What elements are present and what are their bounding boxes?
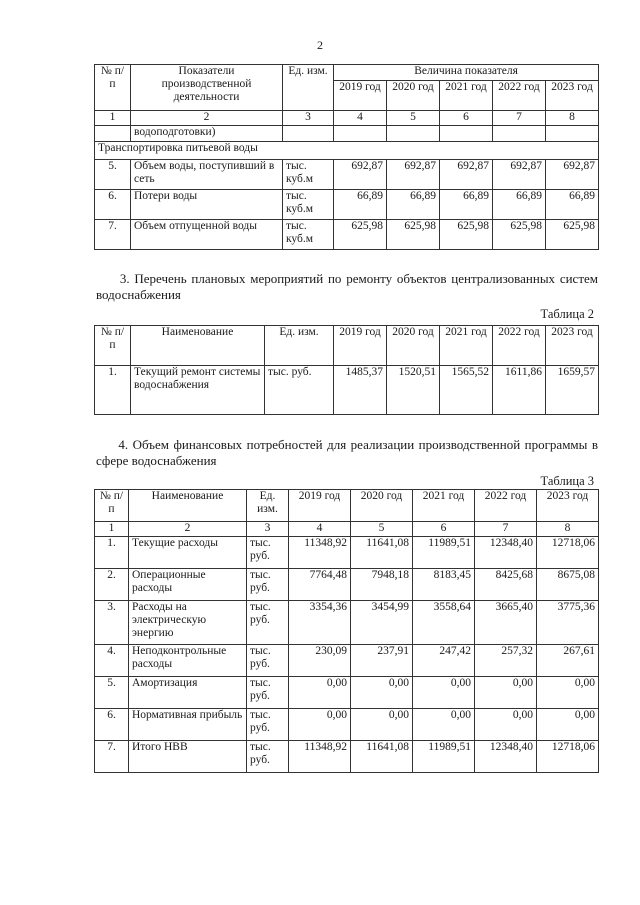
row-name: Объем воды, поступивший в сеть	[131, 160, 283, 190]
row-value: 230,09	[289, 645, 351, 677]
header-year: 2021 год	[413, 490, 475, 522]
index-cell: 1	[95, 522, 129, 537]
row-value: 1485,37	[334, 366, 387, 415]
row-num: 1.	[95, 366, 131, 415]
section-3-title	[96, 271, 598, 303]
row-unit: тыс. руб.	[247, 537, 289, 569]
index-cell: 2	[129, 522, 247, 537]
row-value: 0,00	[413, 709, 475, 741]
header-year: 2019 год	[289, 490, 351, 522]
row-name: Потери воды	[131, 190, 283, 220]
header-name: Показатели производственной деятельности	[131, 65, 283, 111]
row-value: 11641,08	[351, 537, 413, 569]
section-3-text: 3. Перечень плановых мероприятий по ремонту объектов централизованных систем водоснабжения	[96, 271, 598, 302]
row-unit: тыс. руб.	[247, 677, 289, 709]
section-4-title	[96, 437, 598, 469]
row-unit: тыс. руб.	[247, 741, 289, 773]
row-value: 7948,18	[351, 569, 413, 601]
continuation-row	[95, 126, 599, 142]
index-cell: 4	[289, 522, 351, 537]
row-value: 3354,36	[289, 601, 351, 645]
header-unit: Ед. изм.	[283, 65, 334, 111]
row-value: 66,89	[440, 190, 493, 220]
header-year: 2022 год	[493, 81, 546, 111]
row-value: 11641,08	[351, 741, 413, 773]
row-value: 625,98	[493, 220, 546, 250]
row-unit: тыс. руб.	[247, 645, 289, 677]
index-cell: 8	[537, 522, 599, 537]
row-value: 3454,99	[351, 601, 413, 645]
row-value: 3558,64	[413, 601, 475, 645]
index-cell: 5	[387, 111, 440, 126]
row-num: 3.	[95, 601, 129, 645]
index-cell: 7	[493, 111, 546, 126]
row-value: 8675,08	[537, 569, 599, 601]
row-num: 7.	[95, 741, 129, 773]
header-name: Наименование	[129, 490, 247, 522]
index-cell: 8	[546, 111, 599, 126]
header-year: 2021 год	[440, 81, 493, 111]
row-value: 257,32	[475, 645, 537, 677]
row-value: 237,91	[351, 645, 413, 677]
row-name: Нормативная прибыль	[129, 709, 247, 741]
row-unit: тыс. руб.	[247, 601, 289, 645]
table-2-caption: Таблица 2	[540, 307, 594, 321]
row-value: 0,00	[475, 709, 537, 741]
header-year: 2023 год	[546, 81, 599, 111]
row-value: 625,98	[334, 220, 387, 250]
index-cell: 3	[247, 522, 289, 537]
header-unit: Ед. изм.	[265, 326, 334, 366]
index-cell: 4	[334, 111, 387, 126]
index-cell: 6	[413, 522, 475, 537]
row-name: Амортизация	[129, 677, 247, 709]
table-row	[95, 366, 599, 415]
row-value: 1520,51	[387, 366, 440, 415]
section-row	[95, 142, 599, 160]
row-num: 5.	[95, 160, 131, 190]
row-name: Неподконтрольные расходы	[129, 645, 247, 677]
row-name: Расходы на электрическую энергию	[129, 601, 247, 645]
header-year: 2021 год	[440, 326, 493, 366]
row-value: 7764,48	[289, 569, 351, 601]
row-value: 3665,40	[475, 601, 537, 645]
row-name: Текущий ремонт системы водоснабжения	[131, 366, 265, 415]
table-row	[95, 537, 599, 569]
header-year: 2023 год	[537, 490, 599, 522]
table-row	[95, 645, 599, 677]
row-value: 12718,06	[537, 537, 599, 569]
row-value: 0,00	[351, 677, 413, 709]
section-4-text: 4. Объем финансовых потребностей для реализации производственной программы в сфере водоснабжения	[96, 437, 598, 468]
row-value: 8425,68	[475, 569, 537, 601]
header-year: 2023 год	[546, 326, 599, 366]
header-unit: Ед. изм.	[247, 490, 289, 522]
row-num: 1.	[95, 537, 129, 569]
production-indicators-table	[94, 64, 599, 250]
row-value: 12348,40	[475, 537, 537, 569]
row-value: 692,87	[334, 160, 387, 190]
row-value: 692,87	[546, 160, 599, 190]
row-value: 1659,57	[546, 366, 599, 415]
row-name: Текущие расходы	[129, 537, 247, 569]
row-value: 3775,36	[537, 601, 599, 645]
row-unit: тыс. руб.	[247, 709, 289, 741]
row-value: 692,87	[440, 160, 493, 190]
row-value: 1565,52	[440, 366, 493, 415]
table-row	[95, 569, 599, 601]
row-num: 6.	[95, 709, 129, 741]
index-row	[95, 111, 599, 126]
row-num: 6.	[95, 190, 131, 220]
row-unit: тыс. куб.м	[283, 190, 334, 220]
row-value: 0,00	[289, 709, 351, 741]
table-row	[95, 160, 599, 190]
row-value: 8183,45	[413, 569, 475, 601]
table-row	[95, 741, 599, 773]
row-value: 267,61	[537, 645, 599, 677]
row-name: Объем отпущенной воды	[131, 220, 283, 250]
section-title: Транспортировка питьевой воды	[95, 142, 599, 160]
table-row	[95, 220, 599, 250]
header-num: № п/п	[95, 326, 131, 366]
row-name: Операционные расходы	[129, 569, 247, 601]
row-unit: тыс. руб.	[247, 569, 289, 601]
table-row	[95, 190, 599, 220]
row-num: 4.	[95, 645, 129, 677]
header-group: Величина показателя	[334, 65, 599, 81]
row-unit: тыс. куб.м	[283, 160, 334, 190]
table-row	[95, 677, 599, 709]
header-year: 2022 год	[475, 490, 537, 522]
row-value: 66,89	[493, 190, 546, 220]
row-value: 0,00	[537, 709, 599, 741]
row-value: 0,00	[413, 677, 475, 709]
continuation-text: водоподготовки)	[131, 126, 283, 142]
index-cell: 7	[475, 522, 537, 537]
page-number: 2	[317, 38, 323, 52]
row-value: 625,98	[387, 220, 440, 250]
header-year: 2020 год	[387, 81, 440, 111]
row-value: 66,89	[387, 190, 440, 220]
row-value: 66,89	[546, 190, 599, 220]
header-year: 2019 год	[334, 326, 387, 366]
header-year: 2020 год	[351, 490, 413, 522]
index-cell: 6	[440, 111, 493, 126]
row-unit: тыс. руб.	[265, 366, 334, 415]
row-value: 11989,51	[413, 741, 475, 773]
header-num: № п/п	[95, 490, 129, 522]
row-name: Итого НВВ	[129, 741, 247, 773]
table-row	[95, 601, 599, 645]
row-value: 0,00	[351, 709, 413, 741]
row-value: 692,87	[387, 160, 440, 190]
index-cell: 5	[351, 522, 413, 537]
index-cell: 3	[283, 111, 334, 126]
row-value: 625,98	[440, 220, 493, 250]
table-row	[95, 709, 599, 741]
row-value: 0,00	[289, 677, 351, 709]
row-value: 66,89	[334, 190, 387, 220]
header-year: 2019 год	[334, 81, 387, 111]
index-cell: 1	[95, 111, 131, 126]
row-value: 12718,06	[537, 741, 599, 773]
row-value: 12348,40	[475, 741, 537, 773]
row-value: 1611,86	[493, 366, 546, 415]
row-unit: тыс. куб.м	[283, 220, 334, 250]
row-value: 625,98	[546, 220, 599, 250]
financial-needs-table	[94, 489, 599, 773]
row-value: 692,87	[493, 160, 546, 190]
row-num: 5.	[95, 677, 129, 709]
row-value: 11989,51	[413, 537, 475, 569]
row-num: 2.	[95, 569, 129, 601]
row-value: 11348,92	[289, 741, 351, 773]
table-3-caption: Таблица 3	[540, 474, 594, 488]
index-row	[95, 522, 599, 537]
row-num: 7.	[95, 220, 131, 250]
header-num: № п/п	[95, 65, 131, 111]
repair-plan-table	[94, 325, 599, 415]
header-year: 2022 год	[493, 326, 546, 366]
row-value: 0,00	[537, 677, 599, 709]
row-value: 0,00	[475, 677, 537, 709]
header-name: Наименование	[131, 326, 265, 366]
row-value: 11348,92	[289, 537, 351, 569]
row-value: 247,42	[413, 645, 475, 677]
header-year: 2020 год	[387, 326, 440, 366]
index-cell: 2	[131, 111, 283, 126]
